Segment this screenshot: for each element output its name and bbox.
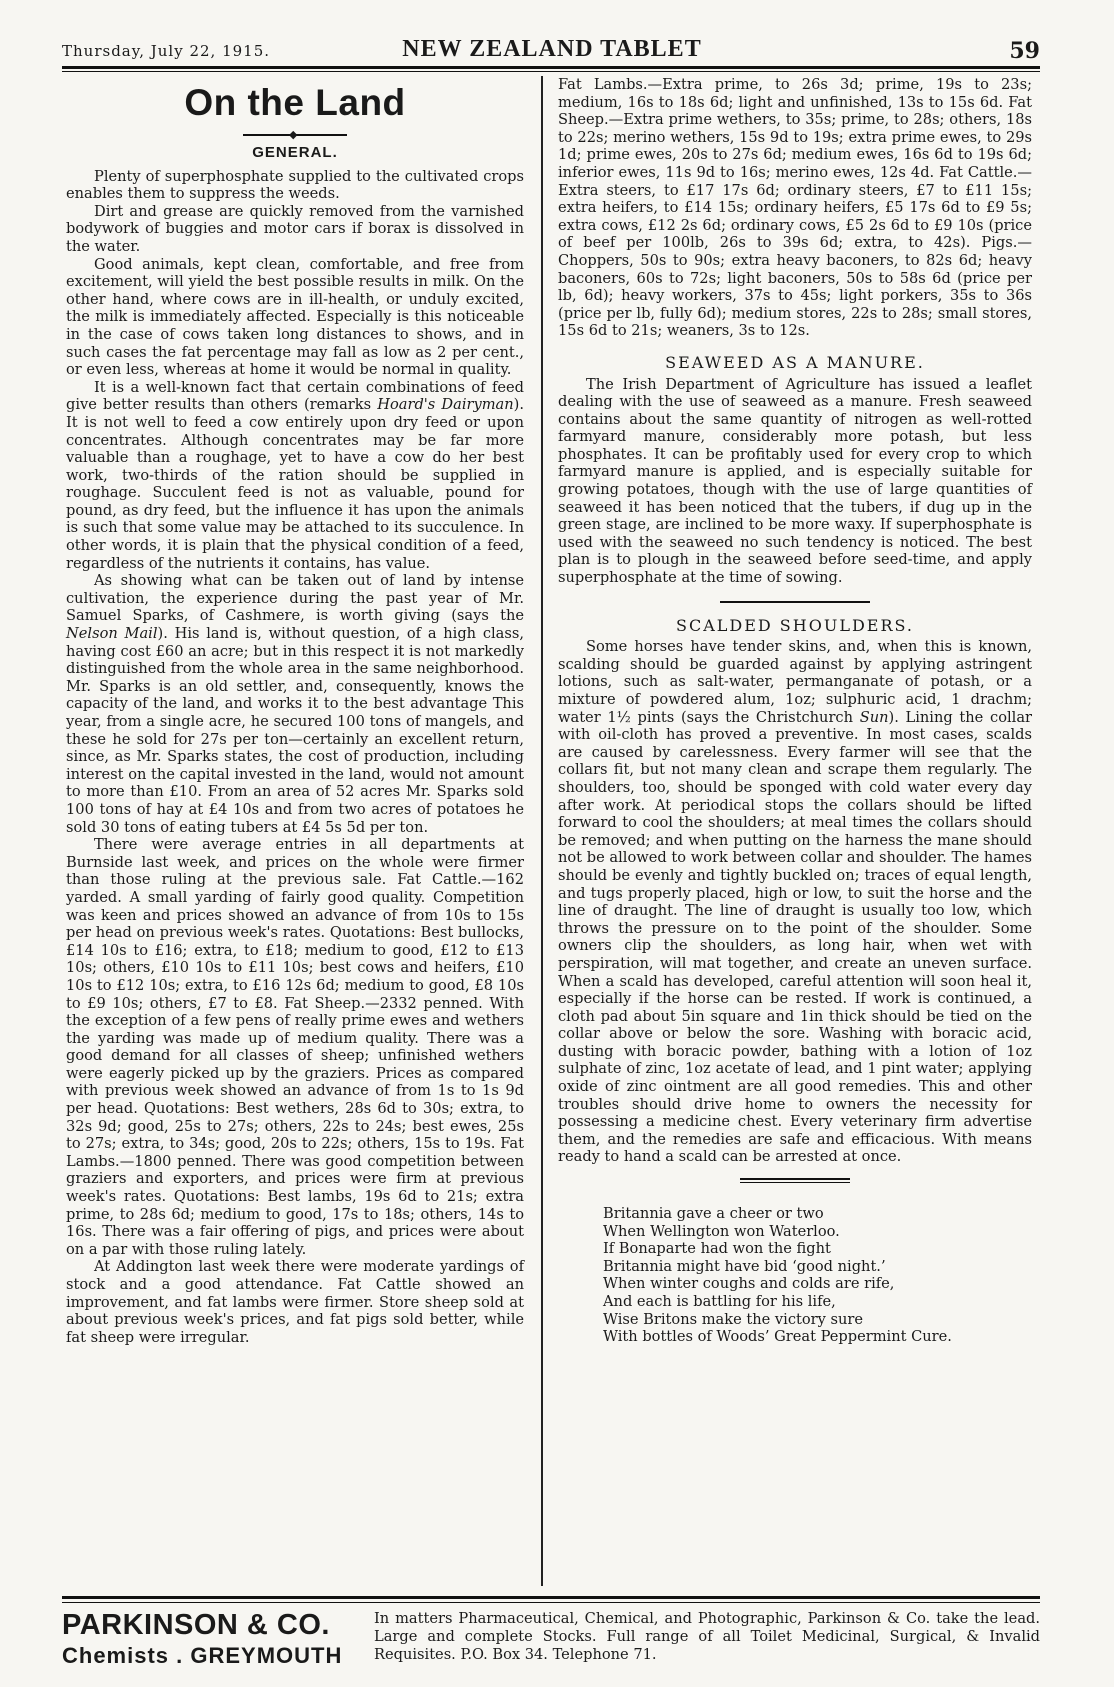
poem-line: Britannia might have bid ‘good night.’	[603, 1257, 886, 1275]
page-number: 59	[1009, 38, 1040, 64]
issue-date: Thursday, July 22, 1915.	[62, 42, 271, 60]
diamond-icon: ◆	[289, 128, 298, 141]
advert-poem	[603, 1205, 1032, 1346]
paragraph: Some horses have tender skins, and, when this is known, scalding should be guarded against by applying astringent lotions, such as salt-water, permanganate of potash, or a mixture of powdered alum, 1oz; sulphuric acid, 1 drachm; water 1½ pints (says the Christchurch Sun). Lining the collar with oil-cloth has proved a preventive. In most cases, scalds are caused by carelessness. Every farmer will see that the collars fit, but not many clean and scrape them regularly. The shoulders, too, should be sponged with cold water every day after work. At periodical stops the collars should be lifted forward to cool the shoulders; at meal times the collars should be removed; and when putting on the harness the mane should not be allowed to work between collar and shoulder. The hames should be evenly and tightly buckled on; traces of equal length, and tugs properly placed, high or low, to suit the horse and the line of draught. The line of draught is usually too low, which throws the pressure on to the point of the shoulder. Some owners clip the shoulders, as long hair, when wet with perspiration, will mat together, and create an uneven surface. When a scald has developed, careful attention will soon heal it, especially if the horse can be rested. If work is continued, a cloth pad about 5in square and 1in thick should be tied on the collar above or below the sore. Washing with boracic acid, dusting with boracic powder, bathing with a lotion of 1oz sulphate of zinc, 1oz acetate of lead, and 1 pint water; applying oxide of zinc ointment are all good remedies. This and other troubles should drive home to owners the necessity for possessing a medicine chest. Every veterinary firm advertise them, and the remedies are safe and efficacious. With means ready to hand a scald can be arrested at once.	[558, 638, 1032, 1166]
article-title: On the Land	[184, 82, 406, 123]
header-rule	[62, 66, 1040, 69]
paragraph-continued: Fat Lambs.—Extra prime, to 26s 3d; prime, 19s to 23s; medium, 16s to 18s 6d; light and unfinished, 13s to 15s 6d. Fat Sheep.—Extra prime wethers, to 35s; prime, to 28s; others, 18s to 22s; merino wethers, 15s 9d to 19s; extra prime ewes, to 29s 1d; prime ewes, 20s to 27s 6d; medium ewes, 16s 6d to 19s 6d; inferior ewes, 11s 9d to 16s; merino ewes, 12s 4d. Fat Cattle.—Extra steers, to £17 17s 6d; ordinary steers, £7 to £11 15s; extra heifers, to £14 15s; ordinary heifers, £5 17s 6d to £9 5s; extra cows, £12 2s 6d; ordinary cows, £5 2s 6d to £9 10s (price of beef per 100lb, 26s to 39s 6d; extra, to 42s). Pigs.—Choppers, 50s to 90s; extra heavy baconers, to 82s 6d; heavy baconers, 60s to 72s; light baconers, 50s to 58s 6d (price per lb, 6d); heavy workers, 37s to 45s; light porkers, 35s to 36s (price per lb, fully 6d); medium stores, 22s to 28s; small stores, 15s 6d to 21s; weaners, 3s to 12s.	[558, 76, 1032, 340]
poem-line: Britannia gave a cheer or two	[603, 1205, 824, 1223]
footer-rule-thin	[62, 1602, 1040, 1603]
page-header	[62, 36, 1042, 64]
paragraph: Good animals, kept clean, comfortable, and free from excitement, will yield the best possible results in milk. On the other hand, where cows are in ill-health, or unduly excited, the milk is immediately affected. Especially is this noticeable in the case of cows taken long distances to shows, and in such cases the fat percentage may fall as low as 2 per cent., or even less, whereas at home it would be normal in quality.	[66, 255, 524, 379]
poem-line: When Wellington won Waterloo.	[603, 1222, 840, 1240]
header-rule-thin	[62, 71, 1040, 72]
paragraph: The Irish Department of Agriculture has issued a leaflet dealing with the use of seaweed as a manure. Fresh seaweed contains about the same quantity of nitrogen as well-rotted farmyard manure, considerably more potash, but less phosphates. It can be profitably used for every crop to which farmyard manure is applied, and is especially suitable for growing potatoes, though with the use of large quantities of seaweed it has been noticed that the tubers, if dug up in the green stage, are inclined to be more waxy. If superphosphate is used with the seaweed no such tendency is noticed. The best plan is to plough in the seaweed before seed-time, and apply superphosphate at the time of sowing.	[558, 375, 1032, 587]
footer-rule	[62, 1596, 1040, 1599]
paragraph: Dirt and grease are quickly removed from the varnished bodywork of buggies and motor cars if borax is dissolved in the water.	[66, 202, 524, 255]
column-divider	[541, 76, 543, 1586]
paragraph: At Addington last week there were moderate yardings of stock and a good attendance. Fat Cattle showed an improvement, and fat lambs were firmer. Store sheep sold at about previous week's prices, and fat pigs sold better, while fat sheep were irregular.	[66, 1258, 524, 1346]
paragraph: There were average entries in all departments at Burnside last week, and prices on the whole were firmer than those ruling at the previous sale. Fat Cattle.—162 yarded. A small yarding of fairly good quality. Competition was keen and prices showed an advance of from 10s to 15s per head on previous week's rates. Quotations: Best bullocks, £14 10s to £16; extra, to £18; medium to good, £12 to £13 10s; others, £10 10s to £11 10s; best cows and heifers, £10 10s to £12 10s; extra, to £16 12s 6d; medium to good, £8 10s to £9 10s; others, £7 to £8. Fat Sheep.—2332 penned. With the exception of a few pens of really prime ewes and wethers the yarding was made up of medium quality. There was a good demand for all classes of sheep; unfinished wethers were eagerly picked up by the graziers. Prices as compared with previous week showed an advance of from 1s to 1s 9d per head. Quotations: Best wethers, 28s 6d to 30s; extra, to 32s 9d; good, 25s to 27s; others, 22s to 24s; best ewes, 25s to 27s; extra, to 34s; good, 20s to 22s; others, 15s to 19s. Fat Lambs.—1800 penned. There was good competition between graziers and exporters, and prices were firm at previous week's rates. Quotations: Best lambs, 19s 6d to 21s; extra prime, to 28s 6d; medium to good, 17s to 18s; others, 14s to 16s. There was a fair offering of pigs, and prices were about on a par with those ruling lately.	[66, 836, 524, 1258]
section-heading-scalded: SCALDED SHOULDERS.	[676, 615, 914, 635]
paragraph: It is a well-known fact that certain combinations of feed give better results than others (remarks Hoard's Dairyman). It is not well to feed a cow entirely upon dry feed or upon concentrates. Although concentrates may be far more valuable than a roughage, yet to have a cow do her best work, two-thirds of the ration should be supplied in roughage. Succulent feed is not as valuable, pound for pound, as dry feed, but the influence it has upon the animals is such that some value may be attached to its succulence. In other words, it is plain that the physical condition of a feed, regardless of the nutrients it contains, has value.	[66, 378, 524, 572]
paragraph: As showing what can be taken out of land by intense cultivation, the experience during the past year of Mr. Samuel Sparks, of Cashmere, is worth giving (says the Nelson Mail). His land is, without question, of a high class, having cost £60 an acre; but in this respect it is not markedly distinguished from the whole area in the same neighborhood. Mr. Sparks is an old settler, and, consequently, knows the capacity of the land, and works it to the best advantage This year, from a single acre, he secured 100 tons of mangels, and these he sold for 27s per ton—certainly an excellent return, since, as Mr. Sparks states, the cost of production, including interest on the capital invested in the land, would not amount to more than £10. From an area of 52 acres Mr. Sparks sold 100 tons of hay at £4 10s and from two acres of potatoes he sold 30 tons of eating tubers at £4 5s 5d per ton.	[66, 572, 525, 836]
advert-text: In matters Pharmaceutical, Chemical, and Photographic, Parkinson & Co. take the lead. Large and complete Stocks. Full range of all Toilet Medicinal, Surgical, & Invalid Requisites. P.O. Box 34. Telephone 71.	[374, 1610, 1040, 1663]
advertisement	[62, 1608, 1042, 1674]
left-column	[66, 76, 524, 1346]
title-ornament	[243, 128, 347, 141]
poem-line: When winter coughs and colds are rife,	[603, 1275, 895, 1293]
advert-location: Chemists . GREYMOUTH	[62, 1643, 343, 1668]
poem-line: And each is battling for his life,	[603, 1293, 836, 1310]
advert-brand	[62, 1608, 360, 1670]
section-heading-general: GENERAL.	[252, 144, 338, 161]
section-rule-double	[740, 1178, 850, 1183]
poem-line: If Bonaparte had won the fight	[603, 1240, 831, 1258]
poem-line: Wise Britons make the victory sure	[603, 1310, 864, 1328]
right-column	[558, 76, 1032, 1346]
poem-line: With bottles of Woods’ Great Peppermint Cure.	[603, 1328, 952, 1346]
paragraph: Plenty of superphosphate supplied to the cultivated crops enables them to suppress the weeds.	[66, 167, 524, 203]
masthead: NEW ZEALAND TABLET	[402, 36, 702, 62]
section-heading-seaweed: SEAWEED AS A MANURE.	[665, 352, 925, 372]
advert-name: PARKINSON & CO.	[62, 1609, 330, 1641]
section-rule	[720, 601, 870, 603]
